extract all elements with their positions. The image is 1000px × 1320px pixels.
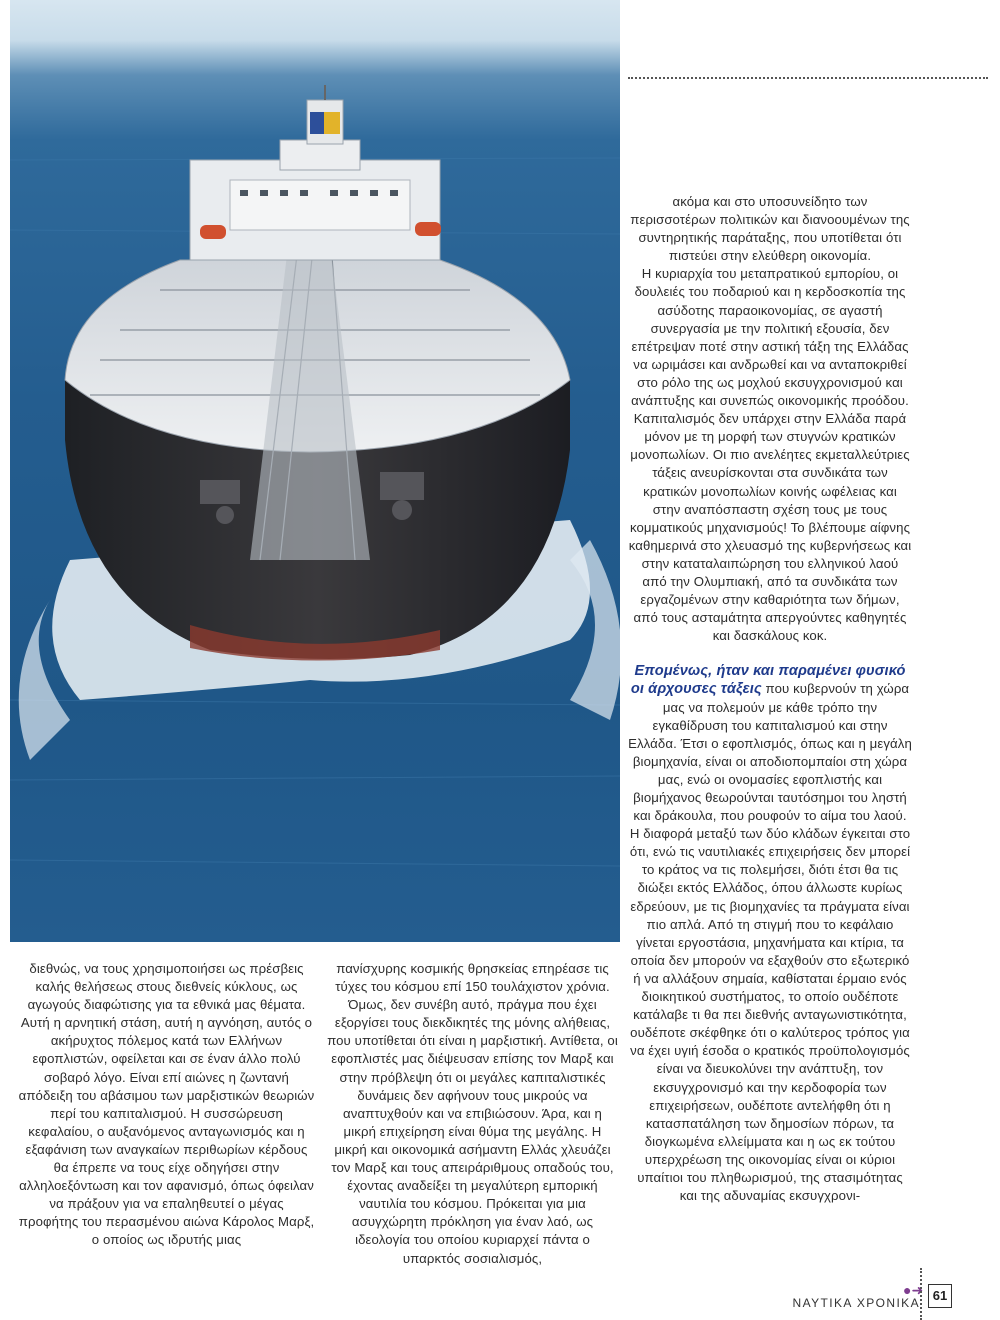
lead-heading: Επομένως, ήταν και παραμένει φυσικό οι άρχουσες τάξεις [630,663,906,698]
article-column-right [628,193,912,1205]
paragraph [628,662,912,1205]
arrow-right-icon: ●➜ [903,1282,924,1298]
paragraph: Η κυριαρχία του μεταπρατικού εμπορίου, οι δουλειές του ποδαριού και η κερδοσκοπία της ασύδοτης παραοικονομίας, σε αγαστή συνεργασία με την πολιτική εξουσία, δεν επέτρεψαν ποτέ στην αστική τάξη της Ελλάδας να ωριμάσει και ανδρωθεί και να ανταποκριθεί στο ρόλο της ως μοχλού εκσυγχρονισμού και ανάπτυξης και συνεπώς οικονομικής προόδου. Καπιταλισμός δεν υπάρχει στην Ελλάδα παρά μόνον με τη μορφή των στυγνών κρατικών μονοπωλίων. Οι πιο ανελέητες εκμεταλλεύτριες τάξεις ανευρίσκονται στα συνδικάτα των κρατικών μονοπωλίων κοινής ωφέλειας και στην αναπόσπαστη σχέση τους με τους κομματικούς μηχανισμούς! Το βλέπουμε αίφνης καθημερινά στο χλευασμό της κυβερνήσεως και στην καταταλαιπώρηση του ελληνικού λαού από την Ολυμπιακή, από τα συνδικάτα των εργαζομένων στην καθαριότητα των δήμων, από τους ασταμάτητα απεργούντες καθηγητές και δασκάλους κοκ. [628,266,912,644]
paragraph: διεθνώς, να τους χρησιμοποιήσει ως πρέσβεις καλής θελήσεως στους διεθνείς κύκλους, ως αγωγούς διαφώτισης για τα εθνικά μας θέματα. [27,961,306,1013]
paragraph-text: που κυβερνούν τη χώρα μας να πολεμούν με κάθε τρόπο την εγκαθίδρυση του καπιταλισμού και στην Ελλάδα. Έτσι ο εφοπλισμός, όπως και η μεγάλη βιομηχανία, είναι οι αποδιοπομπαίοι στη χώρα μας, ενώ οι ονομασίες εφοπλιστής και βιομήχανος θεωρούνται ταυτόσημοι του ληστή και δράκουλα, που ρουφούν το αίμα του λαού. Η διαφορά μεταξύ των δύο κλάδων έγκειται στο ότι, ενώ τις ναυτιλιακές επιχειρήσεις δεν μπορεί το κράτος να τις πολεμήσει, διότι έτσι θα τις διώξει εκτός Ελλάδος, όπου άλλωστε κυρίως εδρεύουν, με τις βιομηχανίες τα πράγματα είναι πιο απλά. Από τη στιγμή που το κεφάλαιο γίνεται εργοστάσια, μηχανήματα και κτίρια, τα οποία δεν μπορούν να εξαχθούν στο εξωτερικό ή να αλλάξουν σημαία, καθίσταται έρμαιο ενός διοικητικού συστήματος, το οποίο ουδέποτε κατάλαβε τι θα πει διεθνής ανταγωνιστικότητα, ουδέποτε σκέφθηκε ότι ο καλύτερος τρόπος για να έχει υγιή έσοδα ο κρατικός προϋπολογισμός είναι να διευκολύνει την ανάπτυξη, τον εκσυγχρονισμό και την κερδοφορία των επιχειρήσεων, ουδέποτε αντελήφθη ότι η κατασπατάληση των δημοσίων πόρων, τα διογκωμένα ελλείμματα και η ως εκ τούτου υπερχρέωση της οικονομίας είναι οι κύριοι υπαίτιοι του πληθωρισμού, της στασιμότητας και της αδυναμίας εκσυγχρονι- [628,681,912,1204]
magazine-title: ΝΑΥΤΙΚΑ ΧΡΟΝΙΚΑ [792,1296,920,1310]
dotted-rule [628,77,988,79]
article-column-left [18,960,315,1250]
paragraph: πανίσχυρης κοσμικής θρησκείας επηρέασε τις τύχες του κόσμου επί 150 τουλάχιστον χρόνια. Όμως, δεν συνέβη αυτό, πράγμα που έχει εξοργίσει τους διεκδικητές της μόνης αλήθειας, που υποτίθεται ότι είναι η μαρξιστική. Αντίθετα, οι εφοπλιστές μας διέψευσαν επίσης τον Μαρξ και στην πρόβλεψη ότι οι μεγάλες καπιταλιστικές δυνάμεις δεν αφήνουν τους μικρούς να αναπτυχθούν και να επιβιώσουν. Άρα, και η μικρή επιχείρηση είναι θύμα της μεγάλης. Η μικρή και οικονομικά ασήμαντη Ελλάς χλευάζει τον Μαρξ και τους απειράριθμους οπαδούς του, έχοντας αναδείξει τη μεγαλύτερη εμπορική ναυτιλία του κόσμου. Πρόκειται για μια ασυγχώρητη πρόκληση για έναν λαό, ως ιδεολογία του οποίου κυριαρχεί πάντα ο υπαρκτός σοσιαλισμός, [327,961,618,1266]
tanker-illustration [10,0,620,942]
paragraph-gap [628,645,912,662]
paragraph: Αυτή η αρνητική στάση, αυτή η αγνόηση, αυτός ο ακήρυχτος πόλεμος κατά των Ελλήνων εφοπλιστών, οφείλεται και σε έναν άλλο πολύ σοβαρό λόγο. Είναι επί αιώνες η ζωντανή απόδειξη του αβάσιμου των μαρξιστικών θεωριών περί του καπιταλισμού. Η συσσώρευση κεφαλαίου, ο αυξανόμενος ανταγωνισμός και η εξαφάνιση των αναγκαίων περιθωρίων κέρδους θα έπρεπε να τους είχε οδηγήσει στην αλληλοεξόντωση και τον αφανισμό, όπως όφειλαν να πράξουν για να επαληθευτεί ο μέγας προφήτης του περασμένου αιώνα Κάρολος Μαρξ, ο οποίος ως ιδρυτής μιας [18,1015,315,1248]
tanker-photo [10,0,620,942]
footer-divider [920,1268,922,1320]
paragraph: ακόμα και στο υποσυνείδητο των περισσοτέρων πολιτικών και διανοουμένων της συντηρητικής παράταξης, που υποτίθεται ότι πιστεύει στην ελεύθερη οικονομία. [630,194,910,264]
article-column-middle [327,960,618,1268]
page-number: 61 [928,1284,952,1308]
